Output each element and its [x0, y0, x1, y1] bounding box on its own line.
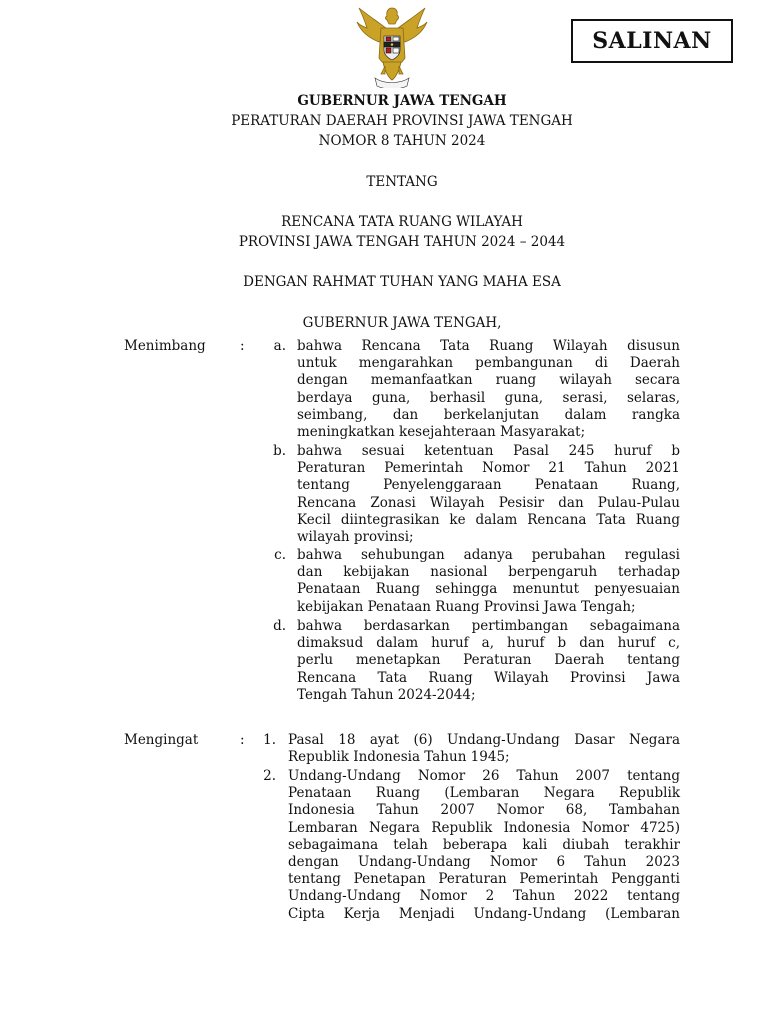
mengingat-item-2-mark: 2.: [263, 768, 276, 784]
text-line: Rencana Tata Ruang Wilayah Provinsi Jawa: [297, 669, 680, 686]
text-line: Peraturan Pemerintah Nomor 21 Tahun 2021: [297, 460, 680, 477]
text-line: tentang Penyelenggaraan Penataan Ruang,: [297, 477, 680, 494]
text-line: sebagaimana telah beberapa kali diubah terakhir: [288, 836, 680, 853]
text-line: Undang-Undang Nomor 2 Tahun 2022 tentang: [288, 888, 680, 905]
text-line: meningkatkan kesejahteraan Masyarakat;: [297, 424, 586, 441]
text-line: Penataan Ruang (Lembaran Negara Republik: [288, 785, 680, 802]
menimbang-item-c: [297, 547, 680, 616]
menimbang-item-c-mark: c.: [274, 547, 286, 563]
text-line: dengan memanfaatkan ruang wilayah secara: [297, 372, 680, 389]
text-line: bahwa Rencana Tata Ruang Wilayah disusun: [297, 338, 680, 354]
text-line: Kecil diintegrasikan ke dalam Rencana Tata Ruang: [297, 511, 680, 528]
mengingat-item-1-mark: 1.: [263, 732, 276, 748]
text-line: Rencana Zonasi Wilayah Pesisir dan Pulau-Pulau: [297, 494, 680, 511]
text-line: dan kebijakan nasional berpengaruh terhadap: [297, 564, 680, 581]
text-line: wilayah provinsi;: [297, 529, 414, 546]
issuer-title: GUBERNUR JAWA TENGAH: [297, 93, 507, 109]
text-line: Lembaran Negara Republik Indonesia Nomor 4725): [288, 819, 680, 836]
mengingat-item-1: [288, 732, 680, 766]
about-heading: TENTANG: [366, 174, 438, 190]
menimbang-label: Menimbang: [124, 338, 206, 354]
text-line: bahwa sehubungan adanya perubahan regulasi: [297, 547, 680, 563]
menimbang-item-a: [297, 338, 680, 441]
menimbang-item-d-mark: d.: [273, 618, 286, 634]
governor-salutation: GUBERNUR JAWA TENGAH,: [302, 315, 502, 331]
menimbang-item-b-mark: b.: [273, 443, 286, 459]
mengingat-colon: :: [240, 732, 245, 748]
text-line: berdaya guna, berhasil guna, serasi, selaras,: [297, 389, 680, 406]
menimbang-item-d: [297, 618, 680, 704]
text-line: tentang Penetapan Peraturan Pemerintah Pengganti: [288, 871, 680, 888]
subject-line-1: RENCANA TATA RUANG WILAYAH: [281, 214, 523, 230]
salinan-stamp: SALINAN: [571, 19, 733, 63]
garuda-emblem-icon: [355, 2, 429, 88]
text-line: Indonesia Tahun 2007 Nomor 68, Tambahan: [288, 802, 680, 819]
blessing-line: DENGAN RAHMAT TUHAN YANG MAHA ESA: [243, 274, 561, 290]
text-line: dengan Undang-Undang Nomor 6 Tahun 2023: [288, 854, 680, 871]
mengingat-label: Mengingat: [124, 732, 199, 748]
text-line: perlu menetapkan Peraturan Daerah tentang: [297, 652, 680, 669]
mengingat-item-2: [288, 768, 680, 923]
menimbang-item-a-mark: a.: [273, 338, 286, 354]
text-line: Cipta Kerja Menjadi Undang-Undang (Lembaran: [288, 905, 680, 922]
text-line: kebijakan Penataan Ruang Provinsi Jawa Tengah;: [297, 598, 636, 615]
menimbang-colon: :: [240, 338, 245, 354]
text-line: dimaksud dalam huruf a, huruf b dan huruf c,: [297, 635, 680, 652]
text-line: untuk mengarahkan pembangunan di Daerah: [297, 355, 680, 372]
text-line: bahwa sesuai ketentuan Pasal 245 huruf b: [297, 443, 680, 459]
subject-line-2: PROVINSI JAWA TENGAH TAHUN 2024 – 2044: [238, 234, 566, 250]
text-line: Tengah Tahun 2024-2044;: [297, 686, 476, 703]
text-line: Republik Indonesia Tahun 1945;: [288, 749, 510, 766]
text-line: Undang-Undang Nomor 26 Tahun 2007 tentang: [288, 768, 680, 784]
text-line: seimbang, dan berkelanjutan dalam rangka: [297, 406, 680, 423]
regulation-title: PERATURAN DAERAH PROVINSI JAWA TENGAH: [231, 113, 573, 129]
text-line: bahwa berdasarkan pertimbangan sebagaimana: [297, 618, 680, 634]
text-line: Pasal 18 ayat (6) Undang-Undang Dasar Negara: [288, 732, 680, 748]
menimbang-item-b: [297, 443, 680, 546]
text-line: Penataan Ruang sehingga menuntut penyesuaian: [297, 581, 680, 598]
regulation-number: NOMOR 8 TAHUN 2024: [318, 133, 486, 149]
